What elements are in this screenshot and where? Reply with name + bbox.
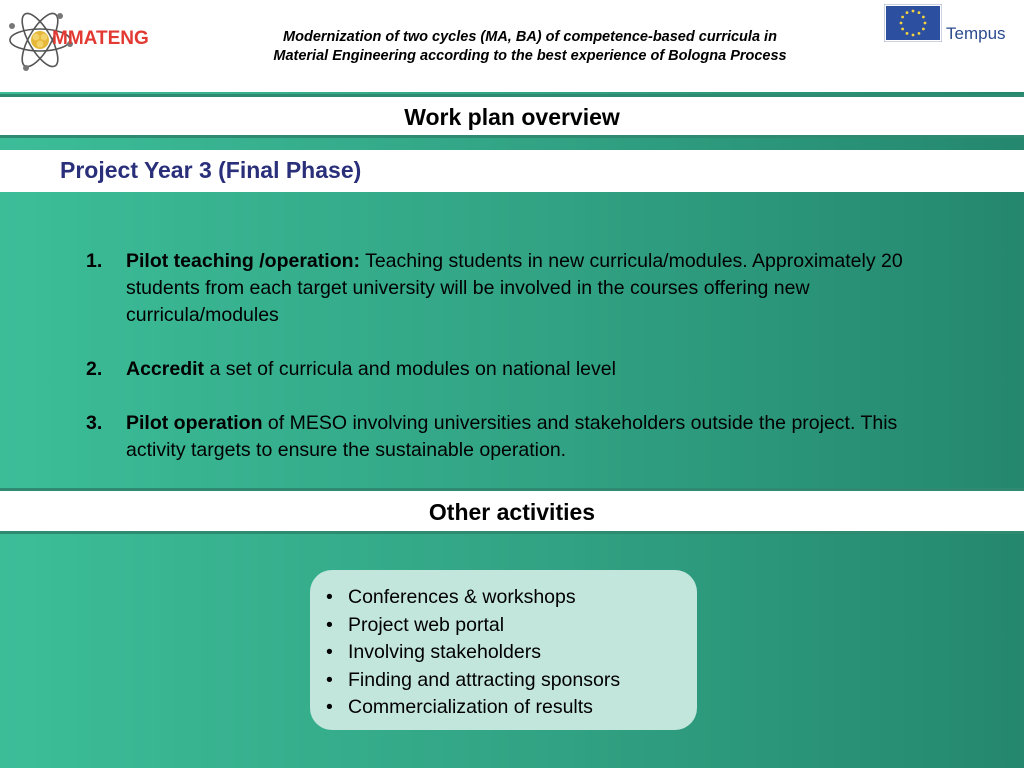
bullet-icon: • — [326, 696, 333, 718]
project-subtitle — [210, 28, 850, 66]
phase-title-bar — [0, 150, 1024, 192]
phase-title: Project Year 3 (Final Phase) — [60, 157, 362, 183]
bullet-icon: • — [326, 586, 333, 608]
other-activities-title-bar — [0, 488, 1024, 534]
subtitle-line-2: Material Engineering according to the best experience of Bologna Process — [273, 48, 787, 64]
item-text: a set of curricula and modules on national level — [204, 358, 616, 380]
work-plan-list — [86, 248, 916, 491]
work-plan-item — [86, 356, 916, 383]
item-number: 3. — [86, 412, 103, 434]
list-item: • Commercialization of results — [326, 694, 620, 722]
list-item: • Project web portal — [326, 612, 620, 640]
slide-header — [0, 0, 1024, 92]
item-heading: Pilot operation — [126, 412, 263, 434]
tempus-wordmark: Tempus — [946, 24, 1006, 43]
work-plan-item — [86, 248, 916, 329]
bullet-icon: • — [326, 613, 333, 636]
other-activities-list — [326, 584, 620, 722]
list-item: • Conferences & workshops — [326, 584, 620, 612]
bullet-icon: • — [326, 641, 333, 663]
list-item: • Involving stakeholders — [326, 639, 620, 667]
bullet-icon: • — [326, 668, 333, 691]
item-text: Teaching students in new curricula/modules. Approximately 20 students from each target university will be involved in the courses offering new curricula/modules — [126, 250, 903, 326]
work-plan-item — [86, 410, 916, 464]
item-number: 1. — [86, 250, 103, 272]
item-text: of MESO involving universities and stakeholders outside the project. This activity targets to ensure the sustainable operation. — [126, 412, 898, 461]
list-item: • Finding and attracting sponsors — [326, 667, 620, 695]
item-number: 2. — [86, 358, 103, 380]
item-heading: Accredit — [126, 358, 205, 380]
logo-wordmark: MMATENG — [52, 28, 149, 49]
work-plan-title: Work plan overview — [404, 104, 620, 130]
other-activities-title: Other activities — [428, 499, 596, 525]
eu-flag-icon — [884, 4, 942, 42]
other-activities-box — [310, 570, 697, 730]
item-heading: Pilot teaching /operation: — [126, 250, 361, 272]
subtitle-line-1: Modernization of two cycles (MA, BA) of competence-based curricula in — [283, 29, 777, 45]
work-plan-title-bar — [0, 94, 1024, 138]
